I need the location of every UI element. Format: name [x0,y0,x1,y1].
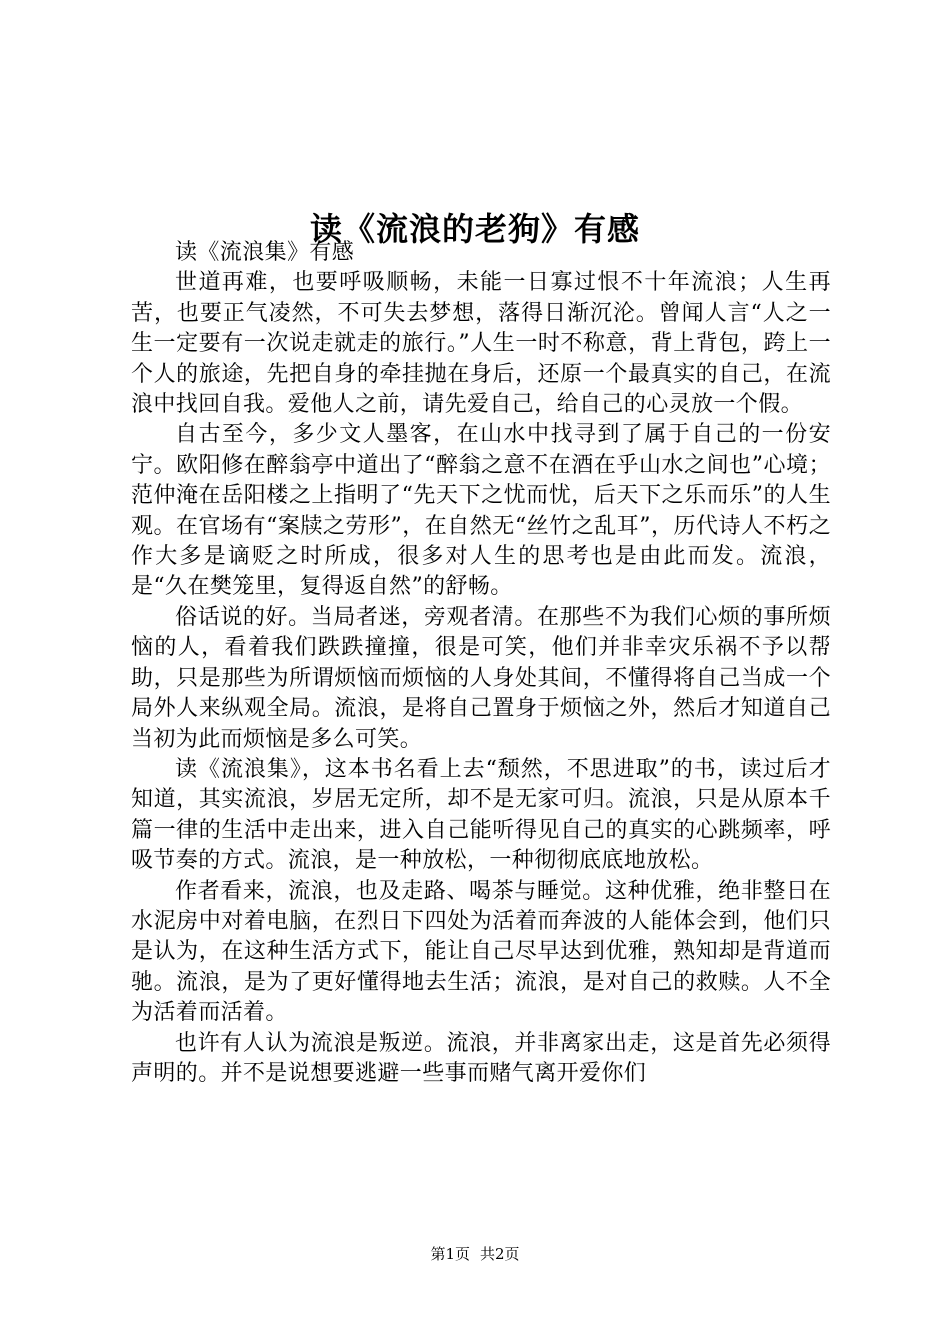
page-number-total: 共2页 [480,1245,520,1263]
paragraph: 自古至今，多少文人墨客，在山水中找寻到了属于自己的一份安宁。欧阳修在醉翁亭中道出了“醉翁之意不在酒在乎山水之间也”心境；范仲淹在岳阳楼之上指明了“先天下之忧而忧，后天下之乐而乐”的人生观。在官场有“案牍之劳形”，在自然无“丝竹之乱耳”，历代诗人不朽之作大多是谪贬之时所成，很多对人生的思考也是由此而发。流浪，是“久在樊笼里，复得返自然”的舒畅。 [131,422,831,600]
paragraph: 作者看来，流浪，也及走路、喝茶与睡觉。这种优雅，绝非整日在水泥房中对着电脑，在烈日下四处为活着而奔波的人能体会到，他们只是认为，在这种生活方式下，能让自己尽早达到优雅，熟知却是背道而驰。流浪，是为了更好懂得地去生活；流浪，是对自己的救赎。人不全为活着而活着。 [131,878,831,1026]
paragraph: 俗话说的好。当局者迷，旁观者清。在那些不为我们心烦的事所烦恼的人，看着我们跌跌撞撞，很是可笑，他们并非幸灾乐祸不予以帮助，只是那些为所谓烦恼而烦恼的人身处其间，不懂得将自己当成一个局外人来纵观全局。流浪，是将自己置身于烦恼之外，然后才知道自己当初为此而烦恼是多么可笑。 [131,604,831,752]
page-number-current: 第1页 [430,1245,470,1263]
paragraph: 也许有人认为流浪是叛逆。流浪，并非离家出走，这是首先必须得声明的。并不是说想要逃避一些事而赌气离开爱你们 [131,1030,831,1086]
document-title: 读《流浪的老狗》有感 [309,210,640,249]
document-body [131,238,831,1089]
paragraph: 读《流浪集》有感 [175,240,355,265]
paragraph: 世道再难，也要呼吸顺畅，未能一日寡过恨不十年流浪；人生再苦，也要正气凌然，不可失去梦想，落得日渐沉沦。曾闻人言“人之一生一定要有一次说走就走的旅行。”人生一时不称意，背上背包，跨上一个人的旅途，先把自身的牵挂抛在身后，还原一个最真实的自己，在流浪中找回自我。爱他人之前，请先爱自己，给自己的心灵放一个假。 [131,270,831,418]
page-footer [0,1244,950,1264]
paragraph: 读《流浪集》，这本书名看上去“颓然，不思进取”的书，读过后才知道，其实流浪，岁居无定所，却不是无家可归。流浪，只是从原本千篇一律的生活中走出来，进入自己能听得见自己的真实的心跳频率，呼吸节奏的方式。流浪，是一种放松，一种彻彻底底地放松。 [131,756,831,874]
